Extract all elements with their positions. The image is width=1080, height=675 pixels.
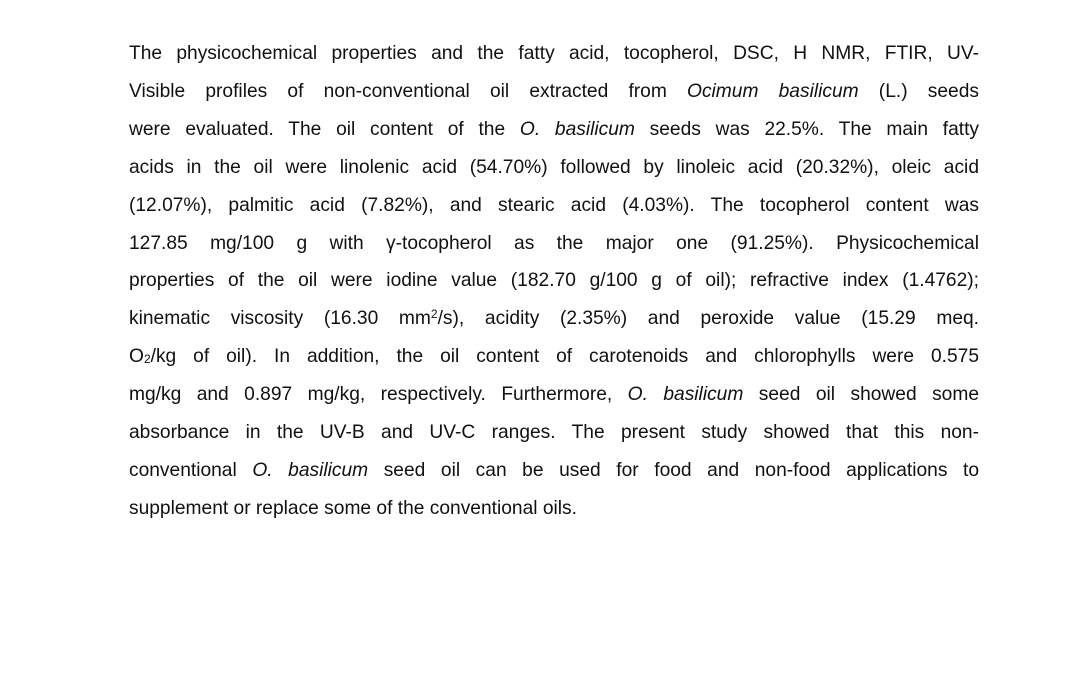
text-line: acids in the oil were linolenic acid (54.70%) followed by linoleic acid (20.32%), oleic acid [129,156,979,178]
text-line: $O_2/kg$ of oil). In addition, the oil content of carotenoids and chlorophylls were 0.575 [129,346,979,368]
text-line: absorbance in the UV-B and UV-C ranges. The present study showed that this non- [129,422,979,444]
text-line: properties of the oil were iodine value (182.70 g/100 g of oil); refractive index (1.4762); [129,270,979,292]
text-line: supplement or replace some of the conventional oils. [129,497,577,519]
text-line: were evaluated. The oil content of the O. basilicum seeds was 22.5%. The main fatty [129,118,980,140]
text-line: The physicochemical properties and the fatty acid, tocopherol, DSC, H NMR, FTIR, UV- [129,43,979,64]
text-line: mg/kg and 0.897 mg/kg, respectively. Furthermore, O. basilicum seed oil showed some [129,384,979,406]
text-line: conventional O. basilicum seed oil can be used for food and non-food applications to [129,459,980,481]
text-line: (12.07%), palmitic acid (7.82%), and stearic acid (4.03%). The tocopherol content was [129,194,979,216]
abstract-paragraph [129,35,979,528]
text-line: Visible profiles of non-conventional oil extracted from Ocimum basilicum (L.) seeds [129,80,979,102]
species-name: O. basilicum [252,459,369,481]
gamma-symbol: γ [386,232,396,254]
superscript: 2 [430,307,438,322]
species-name: O. basilicum [627,384,744,406]
text-line: 127.85 mg/100 g with γ-tocopherol as the major one (91.25%). Physicochemical [129,232,979,254]
species-name: Ocimum basilicum [687,80,859,102]
text-line: kinematic viscosity (16.30 $mm^2/s$), acidity (2.35%) and peroxide value (15.29 meq. [129,307,979,330]
species-name: O. basilicum [519,118,635,140]
subscript: 2 [143,352,151,367]
